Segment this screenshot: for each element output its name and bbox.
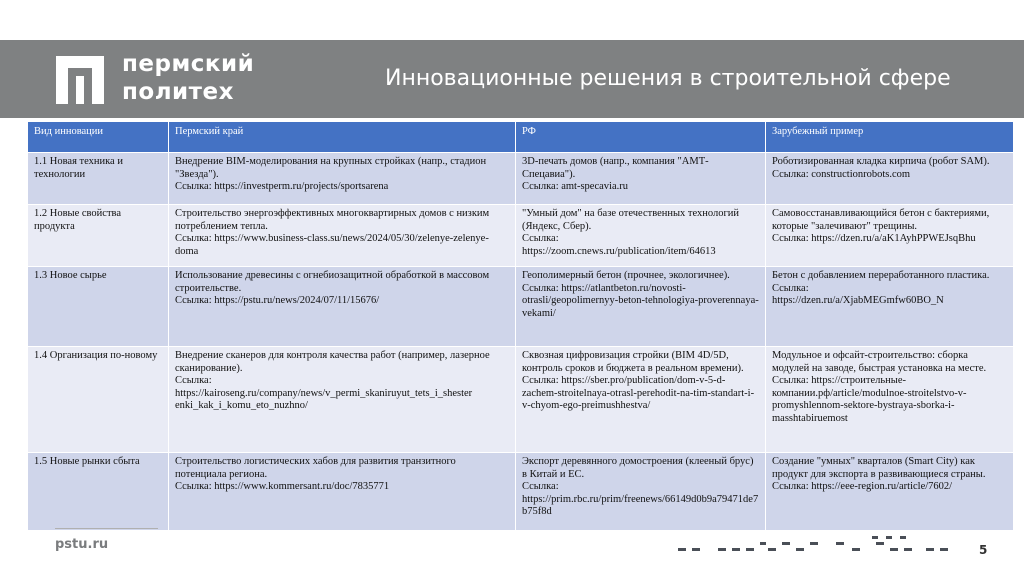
logo-wordmark	[122, 50, 254, 106]
innovation-type-cell: 1.2 Новые свойства продукта	[28, 205, 169, 267]
logo-line-1: пермский	[122, 51, 255, 77]
foreign-cell: Роботизированная кладка кирпича (робот SAM). Ссылка: constructionrobots.com	[766, 153, 1014, 205]
foreign-cell: Бетон с добавлением переработанного пластика. Ссылка: https://dzen.ru/a/XjabMEGmfw60BO_N	[766, 267, 1014, 347]
table-row	[28, 205, 1014, 267]
column-header-type: Вид инновации	[28, 122, 169, 153]
table-row	[28, 347, 1014, 453]
innovation-type-cell: 1.5 Новые рынки сбыта	[28, 453, 169, 531]
decorative-dash-pattern	[676, 531, 976, 557]
column-header-foreign: Зарубежный пример	[766, 122, 1014, 153]
table-row	[28, 267, 1014, 347]
slide-title: Инновационные решения в строительной сфере	[385, 66, 951, 91]
rf-cell: Геополимерный бетон (прочнее, экологичнее). Ссылка: https://atlantbeton.ru/novosti-otrasli/geopolimernyy-beton-tehnologiya-proverennaya-vekami/	[516, 267, 766, 347]
table-header-row	[28, 122, 1014, 153]
innovations-table-container	[27, 121, 1013, 531]
rf-cell: Экспорт деревянного домостроения (клееный брус) в Китай и ЕС. Ссылка: https://prim.rbc.ru/prim/freenews/66149d0b9a79471de7b75f8d	[516, 453, 766, 531]
perm-cell: Использование древесины с огнебиозащитной обработкой в массовом строительстве. Ссылка: https://pstu.ru/news/2024/07/11/15676/	[169, 267, 516, 347]
page-number: 5	[979, 543, 988, 557]
innovation-type-cell: 1.1 Новая техника и технологии	[28, 153, 169, 205]
table-row	[28, 453, 1014, 531]
perm-cell: Строительство энергоэффективных многоквартирных домов с низким потреблением тепла. Ссылка: https://www.business-class.su/news/2024/05/30/zelenye-zelenye-doma	[169, 205, 516, 267]
foreign-cell: Создание "умных" кварталов (Smart City) как продукт для экспорта в развивающиеся страны. Ссылка: https://eee-region.ru/article/7602/	[766, 453, 1014, 531]
foreign-cell: Модульное и офсайт-строительство: сборка модулей на заводе, быстрая установка на месте. Ссылка: https://строительные-компании.рф/article/modulnoe-stroitelstvo-v-promyshlennom-sektore-bystraya-sborka-i-masshtabiruemost	[766, 347, 1014, 453]
foreign-cell: Самовосстанавливающийся бетон с бактериями, которые "залечивают" трещины. Ссылка: https://dzen.ru/a/aK1AyhPPWEJsqBhu	[766, 205, 1014, 267]
rf-cell: 3D-печать домов (напр., компания "АМТ-Спецавиа"). Ссылка: amt-specavia.ru	[516, 153, 766, 205]
table-row	[28, 153, 1014, 205]
footer-url[interactable]: pstu.ru	[55, 537, 109, 552]
perm-cell: Внедрение сканеров для контроля качества работ (например, лазерное сканирование). Ссылка: https://kairoseng.ru/company/news/v_permi_skaniruyut_tets_i_shester enki_kak_i_komu_eto_nuzhno/	[169, 347, 516, 453]
slide-header	[0, 40, 1024, 118]
logo-line-2: политех	[122, 79, 234, 105]
rf-cell: Сквозная цифровизация стройки (BIM 4D/5D, контроль сроков и бюджета в реальном времени). Ссылка: https://sber.pro/publication/dom-v-5-d-zachem-stroitelnaya-otrasl-perehodit-na-tim-standart-i-v-chyom-ego-preimushhestva/	[516, 347, 766, 453]
politech-logo-icon	[56, 56, 104, 104]
innovation-type-cell: 1.3 Новое сырье	[28, 267, 169, 347]
rf-cell: "Умный дом" на базе отечественных технологий (Яндекс, Сбер). Ссылка: https://zoom.cnews.ru/publication/item/64613	[516, 205, 766, 267]
column-header-perm: Пермский край	[169, 122, 516, 153]
column-header-rf: РФ	[516, 122, 766, 153]
footer-divider	[55, 528, 158, 529]
innovations-table	[27, 121, 1014, 531]
perm-cell: Внедрение BIM-моделирования на крупных стройках (напр., стадион "Звезда"). Ссылка: https://investperm.ru/projects/sportsarena	[169, 153, 516, 205]
perm-cell: Строительство логистических хабов для развития транзитного потенциала региона. Ссылка: https://www.kommersant.ru/doc/7835771	[169, 453, 516, 531]
innovation-type-cell: 1.4 Организация по-новому	[28, 347, 169, 453]
